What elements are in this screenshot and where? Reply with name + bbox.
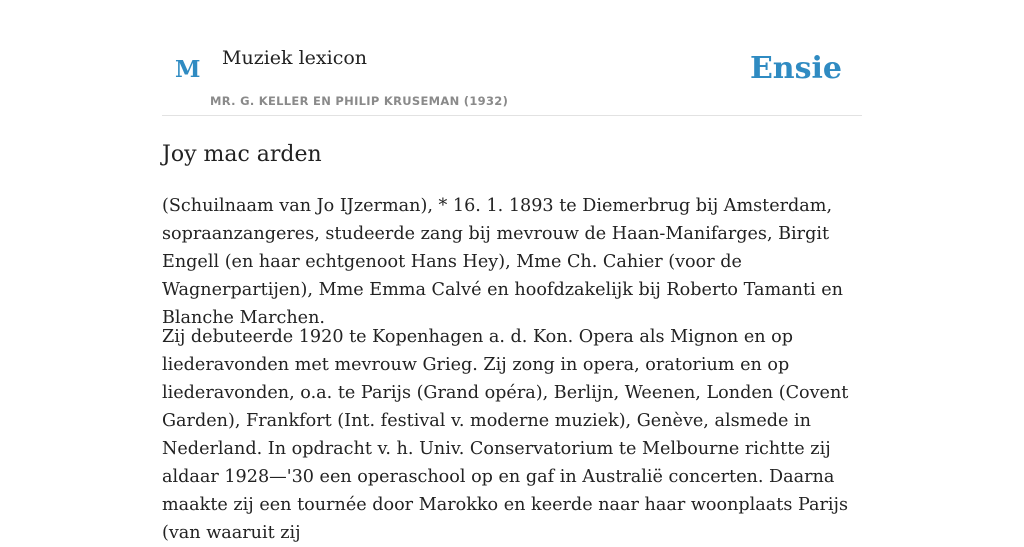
- source-logo-icon[interactable]: M: [175, 56, 201, 83]
- source-header: [162, 0, 862, 116]
- ensie-brand-logo[interactable]: Ensie: [749, 51, 842, 86]
- source-authors: MR. G. KELLER EN PHILIP KRUSEMAN (1932): [210, 94, 509, 108]
- entry-title: Joy mac arden: [162, 142, 322, 167]
- source-title-link[interactable]: Muziek lexicon: [222, 47, 368, 69]
- entry-paragraph-1: (Schuilnaam van Jo IJzerman), * 16. 1. 1893 te Diemerbrug bij Amsterdam, sopraanzangeres, studeerde zang bij mevrouw de Haan-Manifarges, Birgit Engell (en haar echtgenoot Hans Hey), Mme Ch. Cahier (voor de Wagnerpartijen), Mme Emma Calvé en hoofdzakelijk bij Roberto Tamanti en Blanche Marchen.: [162, 196, 844, 328]
- entry-paragraph-2: Zij debuteerde 1920 te Kopenhagen a. d. Kon. Opera als Mignon en op liederavonden met mevrouw Grieg. Zij zong in opera, oratorium en op liederavonden, o.a. te Parijs (Grand opéra), Berlijn, Weenen, Londen (Covent Garden), Frankfort (Int. festival v. moderne muziek), Genève, alsmede in Nederland. In opdracht v. h. Univ. Conservatorium te Melbourne richtte zij aldaar 1928—'30 een operaschool op en gaf in Australië concerten. Daarna maakte zij een tournée door Marokko en keerde naar haar woonplaats Parijs (van waaruit zij: [162, 327, 849, 543]
- content-container: [162, 0, 862, 543]
